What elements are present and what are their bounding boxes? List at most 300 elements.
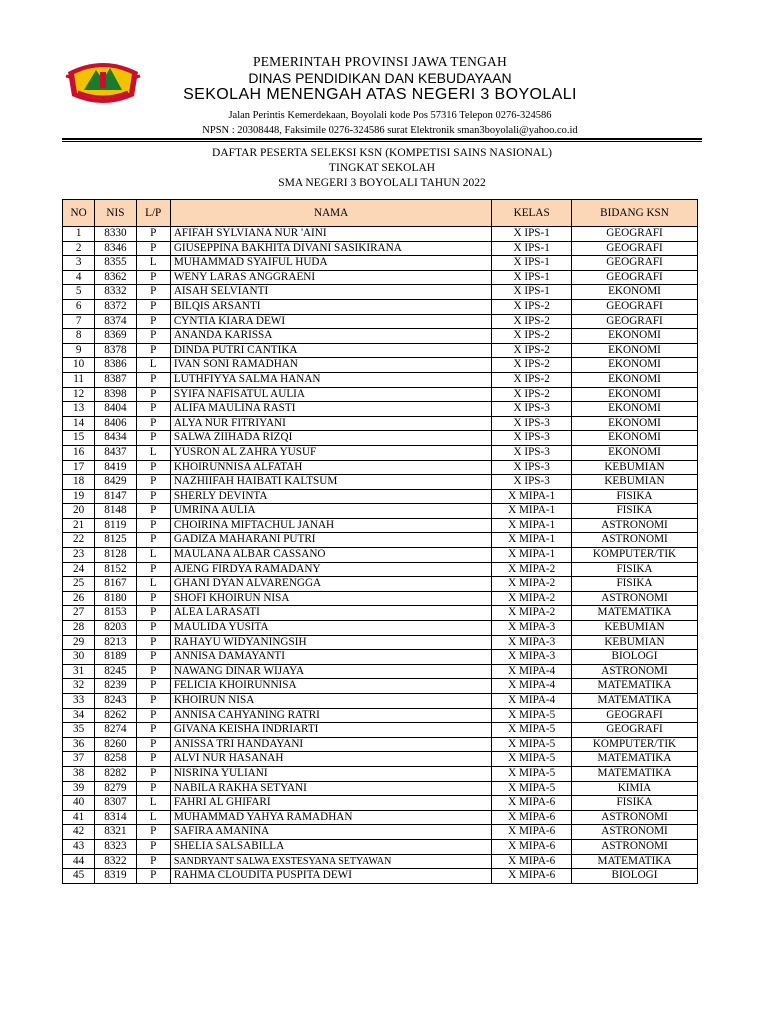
cell-nis: 8125: [95, 533, 136, 548]
cell-kelas: X MIPA-5: [492, 766, 572, 781]
cell-nis: 8434: [95, 431, 136, 446]
table-row: [63, 343, 698, 358]
cell-nama: MAULIDA YUSITA: [170, 621, 492, 636]
cell-nis: 8398: [95, 387, 136, 402]
cell-bidang: FISIKA: [571, 562, 697, 577]
cell-nis: 8279: [95, 781, 136, 796]
cell-bidang: ASTRONOMI: [571, 533, 697, 548]
cell-lp: P: [136, 869, 170, 884]
cell-nis: 8387: [95, 372, 136, 387]
table-row: [63, 810, 698, 825]
cell-bidang: EKONOMI: [571, 343, 697, 358]
table-row: [63, 591, 698, 606]
cell-lp: L: [136, 796, 170, 811]
table-row: [63, 256, 698, 271]
cell-lp: P: [136, 329, 170, 344]
cell-kelas: X IPS-1: [492, 256, 572, 271]
cell-nis: 8437: [95, 445, 136, 460]
table-row: [63, 752, 698, 767]
cell-nama: SAFIRA AMANINA: [170, 825, 492, 840]
cell-no: 16: [63, 445, 95, 460]
cell-nis: 8167: [95, 577, 136, 592]
cell-lp: L: [136, 577, 170, 592]
cell-nama: NABILA RAKHA SETYANI: [170, 781, 492, 796]
cell-kelas: X IPS-1: [492, 227, 572, 242]
cell-nama: BILQIS ARSANTI: [170, 299, 492, 314]
table-row: [63, 708, 698, 723]
cell-nis: 8260: [95, 737, 136, 752]
cell-lp: P: [136, 402, 170, 417]
table-row: [63, 504, 698, 519]
cell-bidang: KEBUMIAN: [571, 475, 697, 490]
cell-bidang: KOMPUTER/TIK: [571, 737, 697, 752]
cell-nama: NAWANG DINAR WIJAYA: [170, 664, 492, 679]
cell-no: 13: [63, 402, 95, 417]
cell-bidang: GEOGRAFI: [571, 708, 697, 723]
cell-kelas: X IPS-3: [492, 416, 572, 431]
cell-no: 29: [63, 635, 95, 650]
cell-nis: 8378: [95, 343, 136, 358]
cell-bidang: FISIKA: [571, 796, 697, 811]
cell-nis: 8243: [95, 694, 136, 709]
cell-lp: P: [136, 227, 170, 242]
cell-nis: 8386: [95, 358, 136, 373]
cell-kelas: X IPS-1: [492, 241, 572, 256]
cell-no: 11: [63, 372, 95, 387]
cell-kelas: X IPS-2: [492, 299, 572, 314]
header-nis: NIS: [95, 200, 136, 227]
cell-kelas: X IPS-2: [492, 314, 572, 329]
cell-nama: NAZHIIFAH HAIBATI KALTSUM: [170, 475, 492, 490]
cell-bidang: MATEMATIKA: [571, 854, 697, 869]
cell-lp: P: [136, 635, 170, 650]
title-line-2: TINGKAT SEKOLAH: [328, 161, 436, 174]
cell-nama: ANISSA TRI HANDAYANI: [170, 737, 492, 752]
cell-bidang: EKONOMI: [571, 372, 697, 387]
cell-nis: 8180: [95, 591, 136, 606]
table-row: [63, 329, 698, 344]
table-row: [63, 577, 698, 592]
cell-nama: UMRINA AULIA: [170, 504, 492, 519]
cell-lp: P: [136, 723, 170, 738]
cell-bidang: EKONOMI: [571, 431, 697, 446]
table-row: [63, 796, 698, 811]
cell-lp: P: [136, 314, 170, 329]
cell-kelas: X MIPA-1: [492, 518, 572, 533]
cell-bidang: GEOGRAFI: [571, 299, 697, 314]
cell-no: 4: [63, 270, 95, 285]
cell-kelas: X MIPA-1: [492, 533, 572, 548]
table-row: [63, 518, 698, 533]
table-row: [63, 606, 698, 621]
cell-nama: YUSRON AL ZAHRA YUSUF: [170, 445, 492, 460]
cell-bidang: KOMPUTER/TIK: [571, 548, 697, 563]
header-no: NO: [63, 200, 95, 227]
cell-no: 1: [63, 227, 95, 242]
letterhead: [150, 54, 610, 104]
cell-lp: P: [136, 241, 170, 256]
table-row: [63, 387, 698, 402]
cell-kelas: X MIPA-4: [492, 694, 572, 709]
cell-nis: 8148: [95, 504, 136, 519]
cell-nama: AJENG FIRDYA RAMADANY: [170, 562, 492, 577]
cell-kelas: X MIPA-6: [492, 854, 572, 869]
cell-no: 39: [63, 781, 95, 796]
cell-no: 19: [63, 489, 95, 504]
cell-nis: 8404: [95, 402, 136, 417]
table-row: [63, 314, 698, 329]
cell-bidang: EKONOMI: [571, 402, 697, 417]
cell-nis: 8239: [95, 679, 136, 694]
letterhead-government: PEMERINTAH PROVINSI JAWA TENGAH: [253, 54, 507, 69]
table-row: [63, 723, 698, 738]
cell-nama: ALEA LARASATI: [170, 606, 492, 621]
cell-bidang: GEOGRAFI: [571, 227, 697, 242]
cell-no: 8: [63, 329, 95, 344]
cell-no: 22: [63, 533, 95, 548]
cell-lp: P: [136, 372, 170, 387]
cell-kelas: X MIPA-2: [492, 591, 572, 606]
cell-nama: SHERLY DEVINTA: [170, 489, 492, 504]
cell-lp: P: [136, 621, 170, 636]
cell-bidang: KEBUMIAN: [571, 635, 697, 650]
table-row: [63, 416, 698, 431]
cell-lp: P: [136, 708, 170, 723]
cell-bidang: FISIKA: [571, 489, 697, 504]
cell-no: 25: [63, 577, 95, 592]
cell-kelas: X IPS-2: [492, 358, 572, 373]
cell-nama: GIUSEPPINA BAKHITA DIVANI SASIKIRANA: [170, 241, 492, 256]
cell-bidang: GEOGRAFI: [571, 723, 697, 738]
cell-kelas: X IPS-2: [492, 343, 572, 358]
table-row: [63, 475, 698, 490]
cell-nis: 8330: [95, 227, 136, 242]
cell-nama: IVAN SONI RAMADHAN: [170, 358, 492, 373]
cell-no: 7: [63, 314, 95, 329]
table-row: [63, 694, 698, 709]
cell-lp: P: [136, 299, 170, 314]
cell-bidang: FISIKA: [571, 577, 697, 592]
cell-lp: P: [136, 475, 170, 490]
cell-bidang: GEOGRAFI: [571, 270, 697, 285]
cell-no: 33: [63, 694, 95, 709]
header-kelas: KELAS: [492, 200, 572, 227]
cell-bidang: EKONOMI: [571, 329, 697, 344]
cell-nis: 8419: [95, 460, 136, 475]
cell-bidang: BIOLOGI: [571, 869, 697, 884]
table-row: [63, 431, 698, 446]
cell-no: 43: [63, 839, 95, 854]
cell-lp: P: [136, 533, 170, 548]
table-row: [63, 679, 698, 694]
table-row: [63, 635, 698, 650]
cell-nama: AISAH SELVIANTI: [170, 285, 492, 300]
cell-no: 6: [63, 299, 95, 314]
cell-lp: P: [136, 694, 170, 709]
cell-no: 14: [63, 416, 95, 431]
cell-lp: P: [136, 650, 170, 665]
cell-nis: 8213: [95, 635, 136, 650]
table-row: [63, 854, 698, 869]
cell-nama: KHOIRUNNISA ALFATAH: [170, 460, 492, 475]
cell-bidang: ASTRONOMI: [571, 810, 697, 825]
letterhead-department: DINAS PENDIDIKAN DAN KEBUDAYAAN: [248, 69, 512, 86]
cell-nama: SYIFA NAFISATUL AULIA: [170, 387, 492, 402]
cell-no: 18: [63, 475, 95, 490]
cell-kelas: X MIPA-6: [492, 796, 572, 811]
cell-bidang: GEOGRAFI: [571, 256, 697, 271]
cell-nis: 8374: [95, 314, 136, 329]
cell-lp: P: [136, 416, 170, 431]
cell-nama: CYNTIA KIARA DEWI: [170, 314, 492, 329]
cell-kelas: X MIPA-6: [492, 810, 572, 825]
cell-kelas: X MIPA-2: [492, 606, 572, 621]
cell-lp: L: [136, 358, 170, 373]
cell-nis: 8321: [95, 825, 136, 840]
cell-bidang: ASTRONOMI: [571, 518, 697, 533]
cell-no: 20: [63, 504, 95, 519]
cell-nis: 8128: [95, 548, 136, 563]
cell-bidang: EKONOMI: [571, 285, 697, 300]
cell-nis: 8332: [95, 285, 136, 300]
cell-lp: P: [136, 781, 170, 796]
cell-nama: SHELIA SALSABILLA: [170, 839, 492, 854]
cell-kelas: X MIPA-5: [492, 708, 572, 723]
cell-nis: 8152: [95, 562, 136, 577]
cell-kelas: X IPS-2: [492, 329, 572, 344]
cell-nama: FELICIA KHOIRUNNISA: [170, 679, 492, 694]
cell-lp: P: [136, 504, 170, 519]
letterhead-rule-thin: [62, 141, 702, 142]
cell-kelas: X MIPA-1: [492, 489, 572, 504]
cell-lp: P: [136, 431, 170, 446]
table-row: [63, 227, 698, 242]
cell-bidang: ASTRONOMI: [571, 664, 697, 679]
header-lp: L/P: [136, 200, 170, 227]
cell-lp: P: [136, 270, 170, 285]
cell-nama: LUTHFIYYA SALMA HANAN: [170, 372, 492, 387]
cell-no: 41: [63, 810, 95, 825]
letterhead-rule: [62, 138, 702, 140]
table-row: [63, 285, 698, 300]
cell-lp: P: [136, 679, 170, 694]
cell-nama: DINDA PUTRI CANTIKA: [170, 343, 492, 358]
cell-nis: 8362: [95, 270, 136, 285]
cell-nis: 8307: [95, 796, 136, 811]
table-row: [63, 299, 698, 314]
cell-nama: MUHAMMAD SYAIFUL HUDA: [170, 256, 492, 271]
table-row: [63, 621, 698, 636]
cell-lp: P: [136, 854, 170, 869]
cell-kelas: X MIPA-6: [492, 839, 572, 854]
cell-nis: 8406: [95, 416, 136, 431]
table-row: [63, 664, 698, 679]
cell-nama: CHOIRINA MIFTACHUL JANAH: [170, 518, 492, 533]
cell-kelas: X IPS-1: [492, 285, 572, 300]
school-address: Jalan Perintis Kemerdekaan, Boyolali kode Pos 57316 Telepon 0276-324586: [228, 110, 552, 121]
cell-lp: P: [136, 460, 170, 475]
cell-no: 42: [63, 825, 95, 840]
cell-no: 21: [63, 518, 95, 533]
cell-nama: WENY LARAS ANGGRAENI: [170, 270, 492, 285]
cell-no: 40: [63, 796, 95, 811]
document-title: [62, 146, 702, 191]
cell-nama: ANNISA DAMAYANTI: [170, 650, 492, 665]
cell-kelas: X MIPA-3: [492, 621, 572, 636]
cell-bidang: FISIKA: [571, 504, 697, 519]
header-bidang: BIDANG KSN: [571, 200, 697, 227]
cell-lp: P: [136, 562, 170, 577]
cell-bidang: KEBUMIAN: [571, 621, 697, 636]
cell-bidang: EKONOMI: [571, 445, 697, 460]
table-row: [63, 839, 698, 854]
cell-lp: P: [136, 752, 170, 767]
cell-nama: MAULANA ALBAR CASSANO: [170, 548, 492, 563]
table-row: [63, 372, 698, 387]
cell-nis: 8323: [95, 839, 136, 854]
cell-nama: SANDRYANT SALWA EXSTESYANA SETYAWAN: [170, 854, 492, 869]
table-row: [63, 402, 698, 417]
cell-nis: 8369: [95, 329, 136, 344]
cell-nis: 8355: [95, 256, 136, 271]
table-row: [63, 650, 698, 665]
cell-lp: L: [136, 445, 170, 460]
cell-no: 17: [63, 460, 95, 475]
cell-nis: 8153: [95, 606, 136, 621]
cell-no: 5: [63, 285, 95, 300]
cell-lp: P: [136, 737, 170, 752]
table-row: [63, 825, 698, 840]
cell-kelas: X MIPA-5: [492, 752, 572, 767]
cell-no: 2: [63, 241, 95, 256]
cell-bidang: ASTRONOMI: [571, 839, 697, 854]
cell-bidang: MATEMATIKA: [571, 679, 697, 694]
cell-no: 9: [63, 343, 95, 358]
cell-kelas: X IPS-3: [492, 402, 572, 417]
cell-kelas: X IPS-3: [492, 431, 572, 446]
cell-nis: 8258: [95, 752, 136, 767]
cell-no: 36: [63, 737, 95, 752]
cell-nama: GADIZA MAHARANI PUTRI: [170, 533, 492, 548]
cell-lp: P: [136, 664, 170, 679]
cell-bidang: MATEMATIKA: [571, 752, 697, 767]
cell-nama: FAHRI AL GHIFARI: [170, 796, 492, 811]
cell-bidang: GEOGRAFI: [571, 314, 697, 329]
cell-nis: 8262: [95, 708, 136, 723]
cell-kelas: X MIPA-1: [492, 548, 572, 563]
cell-kelas: X MIPA-2: [492, 577, 572, 592]
cell-kelas: X IPS-3: [492, 460, 572, 475]
cell-bidang: MATEMATIKA: [571, 766, 697, 781]
cell-lp: P: [136, 839, 170, 854]
cell-no: 12: [63, 387, 95, 402]
table-row: [63, 781, 698, 796]
cell-kelas: X IPS-3: [492, 475, 572, 490]
cell-kelas: X MIPA-3: [492, 635, 572, 650]
cell-no: 28: [63, 621, 95, 636]
cell-kelas: X MIPA-3: [492, 650, 572, 665]
cell-nama: AFIFAH SYLVIANA NUR 'AINI: [170, 227, 492, 242]
cell-bidang: ASTRONOMI: [571, 825, 697, 840]
cell-kelas: X IPS-1: [492, 270, 572, 285]
cell-nama: KHOIRUN NISA: [170, 694, 492, 709]
table-row: [63, 270, 698, 285]
cell-lp: L: [136, 256, 170, 271]
cell-no: 24: [63, 562, 95, 577]
cell-no: 31: [63, 664, 95, 679]
cell-no: 34: [63, 708, 95, 723]
table-row: [63, 869, 698, 884]
cell-nis: 8203: [95, 621, 136, 636]
cell-nis: 8147: [95, 489, 136, 504]
cell-nis: 8319: [95, 869, 136, 884]
cell-kelas: X IPS-2: [492, 387, 572, 402]
cell-nama: ALYA NUR FITRIYANI: [170, 416, 492, 431]
cell-nama: ALIFA MAULINA RASTI: [170, 402, 492, 417]
title-line-1: DAFTAR PESERTA SELEKSI KSN (KOMPETISI SAINS NASIONAL): [212, 147, 552, 159]
cell-bidang: EKONOMI: [571, 387, 697, 402]
cell-kelas: X MIPA-4: [492, 679, 572, 694]
cell-lp: P: [136, 343, 170, 358]
cell-lp: P: [136, 285, 170, 300]
provincial-emblem-icon: [64, 52, 142, 108]
cell-no: 15: [63, 431, 95, 446]
cell-kelas: X IPS-2: [492, 372, 572, 387]
cell-nis: 8429: [95, 475, 136, 490]
cell-no: 38: [63, 766, 95, 781]
cell-lp: P: [136, 387, 170, 402]
cell-lp: P: [136, 591, 170, 606]
cell-nis: 8245: [95, 664, 136, 679]
cell-nis: 8274: [95, 723, 136, 738]
cell-lp: L: [136, 810, 170, 825]
cell-no: 10: [63, 358, 95, 373]
table-row: [63, 358, 698, 373]
cell-no: 35: [63, 723, 95, 738]
table-row: [63, 460, 698, 475]
cell-no: 26: [63, 591, 95, 606]
cell-nis: 8189: [95, 650, 136, 665]
cell-kelas: X MIPA-4: [492, 664, 572, 679]
cell-lp: P: [136, 766, 170, 781]
cell-nama: MUHAMMAD YAHYA RAMADHAN: [170, 810, 492, 825]
cell-bidang: MATEMATIKA: [571, 694, 697, 709]
letterhead-contact: [150, 108, 630, 138]
cell-nis: 8322: [95, 854, 136, 869]
cell-lp: P: [136, 489, 170, 504]
cell-no: 30: [63, 650, 95, 665]
letterhead-school: SEKOLAH MENENGAH ATAS NEGERI 3 BOYOLALI: [183, 85, 577, 103]
table-row: [63, 241, 698, 256]
cell-kelas: X MIPA-2: [492, 562, 572, 577]
cell-no: 37: [63, 752, 95, 767]
table-row: [63, 533, 698, 548]
cell-kelas: X MIPA-5: [492, 737, 572, 752]
cell-no: 32: [63, 679, 95, 694]
cell-nama: SHOFI KHOIRUN NISA: [170, 591, 492, 606]
table-row: [63, 548, 698, 563]
cell-kelas: X MIPA-6: [492, 869, 572, 884]
table-row: [63, 562, 698, 577]
cell-nama: NISRINA YULIANI: [170, 766, 492, 781]
cell-nis: 8314: [95, 810, 136, 825]
cell-kelas: X MIPA-5: [492, 723, 572, 738]
cell-no: 45: [63, 869, 95, 884]
cell-lp: P: [136, 825, 170, 840]
cell-no: 3: [63, 256, 95, 271]
cell-no: 27: [63, 606, 95, 621]
table-header-row: [63, 200, 698, 227]
